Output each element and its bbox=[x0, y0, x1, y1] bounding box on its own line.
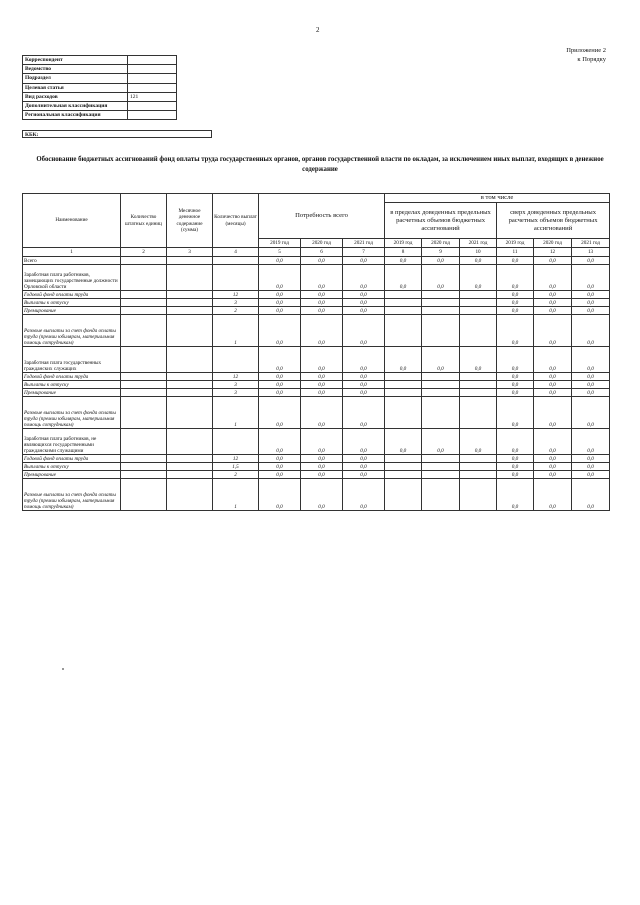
table-row bbox=[23, 315, 610, 347]
cell-monthly bbox=[167, 307, 213, 315]
cell-value bbox=[422, 291, 460, 299]
header-year: 2019 год bbox=[385, 239, 422, 248]
header-year: 2021 год bbox=[572, 239, 610, 248]
cell-staff bbox=[121, 455, 167, 463]
header-including: в том числе bbox=[385, 194, 610, 203]
cell-value: 0,0 bbox=[301, 389, 343, 397]
classification-row bbox=[23, 111, 177, 120]
table-row bbox=[23, 265, 610, 291]
cell-staff bbox=[121, 373, 167, 381]
cell-value: 0,0 bbox=[497, 373, 534, 381]
cell-value: 0,0 bbox=[301, 315, 343, 347]
appendix-note bbox=[520, 46, 606, 64]
cell-staff bbox=[121, 347, 167, 373]
cell-value: 0,0 bbox=[301, 381, 343, 389]
cell-staff bbox=[121, 479, 167, 511]
column-number: 8 bbox=[385, 248, 422, 257]
row-name: Годовой фонд оплаты труда bbox=[23, 373, 121, 381]
cell-staff bbox=[121, 463, 167, 471]
cell-value: 0,0 bbox=[497, 299, 534, 307]
cell-value: 0,0 bbox=[259, 397, 301, 429]
cell-staff bbox=[121, 389, 167, 397]
cell-value: 0,0 bbox=[259, 265, 301, 291]
cell-monthly bbox=[167, 381, 213, 389]
row-name: Заработная плата работников, замещающих государственные должности Орловской области bbox=[23, 265, 121, 291]
header-above-limits: сверх доведенных предельных расчетных объемов бюджетных ассигнований bbox=[497, 203, 610, 239]
cell-value: 0,0 bbox=[572, 291, 610, 299]
cell-value: 0,0 bbox=[301, 479, 343, 511]
cell-value: 0,0 bbox=[343, 479, 385, 511]
header-need: Потребность всего bbox=[259, 194, 385, 239]
row-name: Разовые выплаты за счет фонда оплаты труда (премии юбилярам, материальная помощь сотрудникам) bbox=[23, 397, 121, 429]
cell-monthly bbox=[167, 257, 213, 265]
classification-label: Дополнительная классификация bbox=[23, 101, 128, 110]
cell-value: 0,0 bbox=[301, 291, 343, 299]
cell-value: 0,0 bbox=[572, 397, 610, 429]
cell-value: 0,0 bbox=[572, 471, 610, 479]
cell-value: 0,0 bbox=[301, 265, 343, 291]
cell-value: 0,0 bbox=[534, 397, 572, 429]
column-number: 9 bbox=[422, 248, 460, 257]
cell-value: 0,0 bbox=[572, 257, 610, 265]
cell-value: 0,0 bbox=[534, 389, 572, 397]
cell-value: 0,0 bbox=[572, 299, 610, 307]
cell-value: 0,0 bbox=[534, 455, 572, 463]
classification-row bbox=[23, 56, 177, 65]
cell-value: 0,0 bbox=[572, 315, 610, 347]
cell-value bbox=[385, 471, 422, 479]
column-number: 4 bbox=[213, 248, 259, 257]
cell-value bbox=[385, 397, 422, 429]
cell-value: 0,0 bbox=[422, 347, 460, 373]
cell-value bbox=[385, 315, 422, 347]
classification-value[interactable] bbox=[128, 83, 177, 92]
cell-monthly bbox=[167, 291, 213, 299]
kbk-field: КБК: bbox=[22, 130, 212, 138]
cell-value: 0,0 bbox=[301, 455, 343, 463]
cell-monthly bbox=[167, 347, 213, 373]
header-within-limits: в пределах доведенных предельных расчетных объемов бюджетных ассигнований bbox=[385, 203, 497, 239]
cell-months: 3 bbox=[213, 389, 259, 397]
cell-value: 0,0 bbox=[534, 265, 572, 291]
scan-speck bbox=[62, 668, 64, 670]
cell-value: 0,0 bbox=[422, 257, 460, 265]
classification-table bbox=[22, 55, 177, 120]
cell-value bbox=[385, 299, 422, 307]
header-year: 2021 год bbox=[460, 239, 497, 248]
cell-value bbox=[460, 381, 497, 389]
cell-value: 0,0 bbox=[460, 429, 497, 455]
cell-value: 0,0 bbox=[497, 291, 534, 299]
cell-staff bbox=[121, 265, 167, 291]
cell-value: 0,0 bbox=[343, 373, 385, 381]
cell-value: 0,0 bbox=[301, 347, 343, 373]
cell-value: 0,0 bbox=[572, 429, 610, 455]
classification-label: Корреспондент bbox=[23, 56, 128, 65]
cell-value: 0,0 bbox=[301, 299, 343, 307]
table-row bbox=[23, 429, 610, 455]
row-name: Всего bbox=[23, 257, 121, 265]
classification-label: Ведомство bbox=[23, 65, 128, 74]
column-number: 11 bbox=[497, 248, 534, 257]
cell-value: 0,0 bbox=[343, 257, 385, 265]
cell-months: 12 bbox=[213, 373, 259, 381]
cell-staff bbox=[121, 381, 167, 389]
column-number: 10 bbox=[460, 248, 497, 257]
classification-label: Региональная классификация bbox=[23, 111, 128, 120]
cell-value: 0,0 bbox=[343, 471, 385, 479]
cell-value bbox=[460, 463, 497, 471]
cell-value bbox=[422, 373, 460, 381]
row-name: Премирование bbox=[23, 389, 121, 397]
header-year: 2019 год bbox=[497, 239, 534, 248]
cell-monthly bbox=[167, 479, 213, 511]
classification-value[interactable] bbox=[128, 74, 177, 83]
table-row bbox=[23, 479, 610, 511]
table-row bbox=[23, 389, 610, 397]
cell-value: 0,0 bbox=[343, 291, 385, 299]
cell-value: 0,0 bbox=[534, 479, 572, 511]
cell-value bbox=[422, 397, 460, 429]
cell-value bbox=[385, 463, 422, 471]
cell-value: 0,0 bbox=[259, 315, 301, 347]
cell-value: 0,0 bbox=[572, 479, 610, 511]
cell-value: 0,0 bbox=[497, 479, 534, 511]
cell-value: 0,0 bbox=[343, 299, 385, 307]
table-row bbox=[23, 397, 610, 429]
cell-value: 0,0 bbox=[497, 397, 534, 429]
cell-monthly bbox=[167, 299, 213, 307]
classification-value[interactable] bbox=[128, 111, 177, 120]
cell-value: 0,0 bbox=[385, 265, 422, 291]
cell-value: 0,0 bbox=[343, 307, 385, 315]
cell-value: 0,0 bbox=[259, 455, 301, 463]
table-row bbox=[23, 471, 610, 479]
cell-value: 0,0 bbox=[497, 463, 534, 471]
cell-monthly bbox=[167, 429, 213, 455]
cell-value: 0,0 bbox=[572, 381, 610, 389]
cell-value: 0,0 bbox=[534, 307, 572, 315]
cell-value: 0,0 bbox=[259, 291, 301, 299]
table-row bbox=[23, 455, 610, 463]
cell-value bbox=[422, 381, 460, 389]
cell-value: 0,0 bbox=[497, 265, 534, 291]
cell-value: 0,0 bbox=[460, 265, 497, 291]
cell-value: 0,0 bbox=[460, 257, 497, 265]
header-monthly: Месячное денежное содержание (сумма) bbox=[167, 194, 213, 248]
cell-value: 0,0 bbox=[534, 381, 572, 389]
classification-label: Вид расходов bbox=[23, 92, 128, 101]
table-row bbox=[23, 381, 610, 389]
cell-value bbox=[422, 471, 460, 479]
row-name: Выплаты к отпуску bbox=[23, 299, 121, 307]
cell-value bbox=[385, 307, 422, 315]
cell-value: 0,0 bbox=[259, 429, 301, 455]
cell-value bbox=[385, 373, 422, 381]
cell-value: 0,0 bbox=[572, 373, 610, 381]
cell-value: 0,0 bbox=[497, 381, 534, 389]
row-name: Заработная плата государственных гражданских служащих bbox=[23, 347, 121, 373]
cell-months: 12 bbox=[213, 291, 259, 299]
cell-value: 0,0 bbox=[259, 307, 301, 315]
cell-monthly bbox=[167, 315, 213, 347]
cell-value bbox=[460, 307, 497, 315]
cell-monthly bbox=[167, 471, 213, 479]
classification-row bbox=[23, 83, 177, 92]
cell-value bbox=[422, 455, 460, 463]
classification-label: Подраздел bbox=[23, 74, 128, 83]
justification-table bbox=[22, 193, 610, 511]
cell-value: 0,0 bbox=[534, 471, 572, 479]
row-name: Премирование bbox=[23, 307, 121, 315]
cell-monthly bbox=[167, 265, 213, 291]
cell-value: 0,0 bbox=[534, 373, 572, 381]
classification-value[interactable] bbox=[128, 65, 177, 74]
cell-value: 0,0 bbox=[385, 347, 422, 373]
cell-value: 0,0 bbox=[534, 257, 572, 265]
cell-value bbox=[422, 479, 460, 511]
header-name: Наименование bbox=[23, 194, 121, 248]
cell-value: 0,0 bbox=[460, 347, 497, 373]
appendix-line-1: Приложение 2 bbox=[566, 47, 606, 54]
header-year: 2019 год bbox=[259, 239, 301, 248]
column-number: 7 bbox=[343, 248, 385, 257]
cell-value: 0,0 bbox=[572, 307, 610, 315]
cell-value: 0,0 bbox=[572, 389, 610, 397]
cell-monthly bbox=[167, 389, 213, 397]
row-name: Годовой фонд оплаты труда bbox=[23, 291, 121, 299]
cell-months bbox=[213, 429, 259, 455]
table-row bbox=[23, 373, 610, 381]
row-name: Заработная плата работников, не являющихся государственными гражданскими служащими bbox=[23, 429, 121, 455]
cell-value: 0,0 bbox=[422, 265, 460, 291]
document-title: Обоснование бюджетных ассигнований фонд оплаты труда государственных органов, органов государственной власти по окладам, за исключением иных выплат, входящих в денежное содержание bbox=[36, 156, 604, 173]
cell-value bbox=[422, 463, 460, 471]
cell-value: 0,0 bbox=[301, 463, 343, 471]
cell-months bbox=[213, 265, 259, 291]
table-row bbox=[23, 307, 610, 315]
cell-months: 1,5 bbox=[213, 463, 259, 471]
cell-value: 0,0 bbox=[343, 381, 385, 389]
header-staff: Количество штатных единиц bbox=[121, 194, 167, 248]
cell-staff bbox=[121, 397, 167, 429]
cell-value: 0,0 bbox=[534, 463, 572, 471]
column-number: 13 bbox=[572, 248, 610, 257]
row-name: Годовой фонд оплаты труда bbox=[23, 455, 121, 463]
cell-value: 0,0 bbox=[497, 315, 534, 347]
cell-value: 0,0 bbox=[572, 463, 610, 471]
classification-row bbox=[23, 65, 177, 74]
cell-value bbox=[385, 455, 422, 463]
cell-monthly bbox=[167, 397, 213, 429]
table-row bbox=[23, 463, 610, 471]
cell-value: 0,0 bbox=[497, 347, 534, 373]
classification-value[interactable] bbox=[128, 101, 177, 110]
cell-value bbox=[460, 373, 497, 381]
cell-value: 0,0 bbox=[259, 373, 301, 381]
cell-value: 0,0 bbox=[343, 347, 385, 373]
cell-value: 0,0 bbox=[259, 471, 301, 479]
classification-label: Целевая статья bbox=[23, 83, 128, 92]
cell-value: 0,0 bbox=[385, 429, 422, 455]
column-number: 2 bbox=[121, 248, 167, 257]
cell-value bbox=[460, 455, 497, 463]
page-number: 2 bbox=[316, 26, 320, 34]
cell-value: 0,0 bbox=[497, 389, 534, 397]
cell-value: 0,0 bbox=[534, 347, 572, 373]
cell-value bbox=[460, 397, 497, 429]
cell-value: 0,0 bbox=[572, 265, 610, 291]
cell-value: 0,0 bbox=[497, 471, 534, 479]
column-number: 5 bbox=[259, 248, 301, 257]
cell-value: 0,0 bbox=[343, 397, 385, 429]
cell-value bbox=[460, 291, 497, 299]
cell-staff bbox=[121, 291, 167, 299]
cell-months: 2 bbox=[213, 471, 259, 479]
cell-value bbox=[422, 315, 460, 347]
cell-staff bbox=[121, 429, 167, 455]
cell-value: 0,0 bbox=[259, 463, 301, 471]
cell-value: 0,0 bbox=[497, 429, 534, 455]
cell-value: 0,0 bbox=[259, 257, 301, 265]
cell-value bbox=[385, 389, 422, 397]
classification-value[interactable]: 121 bbox=[128, 92, 177, 101]
cell-value: 0,0 bbox=[343, 463, 385, 471]
cell-value: 0,0 bbox=[343, 389, 385, 397]
cell-value: 0,0 bbox=[259, 389, 301, 397]
column-number: 1 bbox=[23, 248, 121, 257]
cell-value: 0,0 bbox=[497, 257, 534, 265]
cell-value: 0,0 bbox=[534, 315, 572, 347]
row-name: Выплаты к отпуску bbox=[23, 381, 121, 389]
cell-value bbox=[385, 381, 422, 389]
cell-staff bbox=[121, 299, 167, 307]
table-row bbox=[23, 291, 610, 299]
appendix-line-2: к Порядку bbox=[577, 56, 606, 63]
table-row bbox=[23, 347, 610, 373]
cell-monthly bbox=[167, 373, 213, 381]
cell-value bbox=[460, 389, 497, 397]
cell-value bbox=[460, 299, 497, 307]
classification-row bbox=[23, 101, 177, 110]
cell-value bbox=[385, 291, 422, 299]
cell-value bbox=[422, 389, 460, 397]
header-payments: Количество выплат (месяцы) bbox=[213, 194, 259, 248]
cell-value: 0,0 bbox=[343, 455, 385, 463]
column-number: 3 bbox=[167, 248, 213, 257]
cell-months: 3 bbox=[213, 381, 259, 389]
cell-value: 0,0 bbox=[301, 373, 343, 381]
row-name: Разовые выплаты за счет фонда оплаты труда (премии юбилярам, материальная помощь сотрудникам) bbox=[23, 315, 121, 347]
cell-months: 1 bbox=[213, 479, 259, 511]
cell-value: 0,0 bbox=[301, 397, 343, 429]
cell-staff bbox=[121, 307, 167, 315]
cell-staff bbox=[121, 315, 167, 347]
cell-value: 0,0 bbox=[343, 265, 385, 291]
row-name: Разовые выплаты за счет фонда оплаты труда (премии юбилярам, материальная помощь сотрудникам) bbox=[23, 479, 121, 511]
cell-value: 0,0 bbox=[534, 429, 572, 455]
classification-value[interactable] bbox=[128, 56, 177, 65]
header-year: 2020 год bbox=[534, 239, 572, 248]
table-row bbox=[23, 299, 610, 307]
cell-value bbox=[460, 479, 497, 511]
column-number: 12 bbox=[534, 248, 572, 257]
table-row bbox=[23, 257, 610, 265]
row-name: Премирование bbox=[23, 471, 121, 479]
cell-months: 3 bbox=[213, 299, 259, 307]
column-number: 6 bbox=[301, 248, 343, 257]
cell-value bbox=[460, 471, 497, 479]
cell-months: 2 bbox=[213, 307, 259, 315]
cell-value: 0,0 bbox=[259, 479, 301, 511]
cell-months: 12 bbox=[213, 455, 259, 463]
cell-value: 0,0 bbox=[422, 429, 460, 455]
cell-value bbox=[460, 315, 497, 347]
cell-value: 0,0 bbox=[259, 347, 301, 373]
cell-value: 0,0 bbox=[301, 471, 343, 479]
cell-value bbox=[385, 479, 422, 511]
cell-value: 0,0 bbox=[572, 347, 610, 373]
cell-value bbox=[422, 299, 460, 307]
cell-months: 1 bbox=[213, 315, 259, 347]
header-year: 2020 год bbox=[422, 239, 460, 248]
cell-value: 0,0 bbox=[497, 455, 534, 463]
cell-value: 0,0 bbox=[343, 429, 385, 455]
cell-months: 1 bbox=[213, 397, 259, 429]
cell-value: 0,0 bbox=[534, 291, 572, 299]
cell-staff bbox=[121, 257, 167, 265]
cell-value: 0,0 bbox=[385, 257, 422, 265]
classification-row bbox=[23, 92, 177, 101]
cell-months bbox=[213, 257, 259, 265]
header-year: 2021 год bbox=[343, 239, 385, 248]
header-year: 2020 год bbox=[301, 239, 343, 248]
cell-value: 0,0 bbox=[259, 381, 301, 389]
cell-value: 0,0 bbox=[572, 455, 610, 463]
cell-monthly bbox=[167, 455, 213, 463]
cell-value: 0,0 bbox=[301, 307, 343, 315]
cell-monthly bbox=[167, 463, 213, 471]
cell-value: 0,0 bbox=[343, 315, 385, 347]
cell-value: 0,0 bbox=[301, 429, 343, 455]
cell-value: 0,0 bbox=[259, 299, 301, 307]
cell-staff bbox=[121, 471, 167, 479]
classification-row bbox=[23, 74, 177, 83]
cell-value: 0,0 bbox=[534, 299, 572, 307]
cell-months bbox=[213, 347, 259, 373]
cell-value: 0,0 bbox=[497, 307, 534, 315]
cell-value: 0,0 bbox=[301, 257, 343, 265]
cell-value bbox=[422, 307, 460, 315]
row-name: Выплаты к отпуску bbox=[23, 463, 121, 471]
